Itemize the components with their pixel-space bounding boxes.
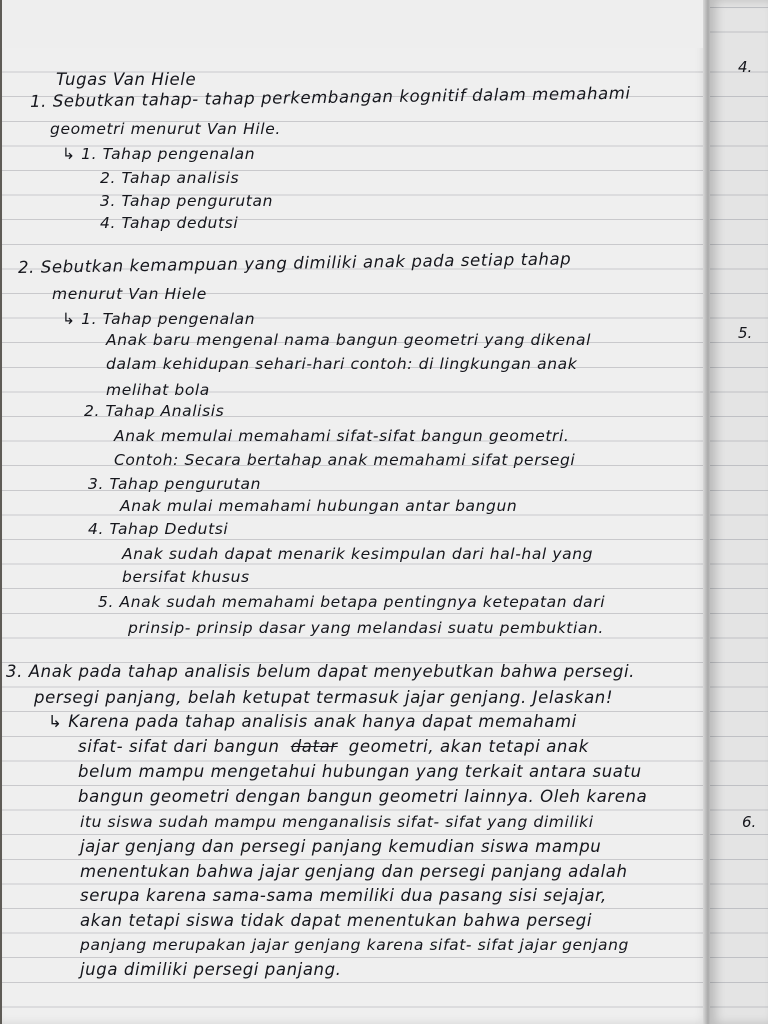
q3-answer-line-5: itu siswa sudah mampu menganalisis sifat- sifat yang dimiliki <box>80 813 594 831</box>
q1-line-1: 1. Sebutkan tahap- tahap perkembangan kognitif dalam memahami <box>29 83 631 111</box>
q3-answer-line-3: belum mampu mengetahui hubungan yang terkait antara suatu <box>78 762 642 781</box>
q2-stage-4-line-1: Anak sudah dapat menarik kesimpulan dari hal-hal yang <box>122 545 594 563</box>
right-page-number-6: 6. <box>742 813 757 831</box>
q3-crossed-out-word: datar <box>290 737 338 756</box>
q3-answer-line-11: juga dimiliki persegi panjang. <box>80 960 342 979</box>
q3-answer-line-1: ↳ Karena pada tahap analisis anak hanya dapat memahami <box>48 712 577 731</box>
q1-answer-2: 2. Tahap analisis <box>100 169 240 187</box>
q1-answer-1: ↳ 1. Tahap pengenalan <box>62 145 256 163</box>
page-title: Tugas Van Hiele <box>56 70 197 89</box>
q2-stage-5-line-2: prinsip- prinsip dasar yang melandasi suatu pembuktian. <box>128 619 604 637</box>
q2-stage-1-heading: ↳ 1. Tahap pengenalan <box>62 310 256 328</box>
right-page-number-5: 5. <box>738 324 753 342</box>
q3-answer-line-9: akan tetapi siswa tidak dapat menentukan bahwa persegi <box>80 911 593 930</box>
q3-answer-line-10: panjang merupakan jajar genjang karena sifat- sifat jajar genjang <box>80 936 629 954</box>
q2-stage-4-heading: 4. Tahap Dedutsi <box>88 520 229 538</box>
q2-stage-1-line-2: dalam kehidupan sehari-hari contoh: di lingkungan anak <box>106 355 578 373</box>
q3-line-1: 3. Anak pada tahap analisis belum dapat menyebutkan bahwa persegi. <box>6 662 635 681</box>
q3-answer-line-2 <box>78 737 589 756</box>
q2-line-2: menurut Van Hiele <box>52 285 207 303</box>
right-page-number-4: 4. <box>738 58 753 76</box>
q2-stage-3-line-1: Anak mulai memahami hubungan antar bangun <box>120 497 518 515</box>
q3-answer-line-7: menentukan bahwa jajar genjang dan persegi panjang adalah <box>80 862 628 881</box>
q3-answer-line-6: jajar genjang dan persegi panjang kemudian siswa mampu <box>80 837 602 856</box>
q3-answer-line-2-end: geometri, akan tetapi anak <box>348 737 589 756</box>
q2-stage-2-line-2: Contoh: Secara bertahap anak memahami sifat persegi <box>114 451 576 469</box>
q3-answer-line-8: serupa karena sama-sama memiliki dua pasang sisi sejajar, <box>80 886 607 905</box>
q1-line-2: geometri menurut Van Hile. <box>50 120 281 138</box>
q2-stage-4-line-2: bersifat khusus <box>122 568 250 586</box>
q2-line-1: 2. Sebutkan kemampuan yang dimiliki anak pada setiap tahap <box>17 249 572 277</box>
q1-answer-4: 4. Tahap dedutsi <box>100 214 239 232</box>
q2-stage-5-line-1: 5. Anak sudah memahami betapa pentingnya ketepatan dari <box>98 593 606 611</box>
q3-answer-line-2-start: sifat- sifat dari bangun <box>78 737 280 756</box>
q2-stage-3-heading: 3. Tahap pengurutan <box>88 475 261 493</box>
q1-answer-3: 3. Tahap pengurutan <box>100 192 273 210</box>
q3-line-2: persegi panjang, belah ketupat termasuk jajar genjang. Jelaskan! <box>34 688 614 707</box>
q2-stage-2-line-1: Anak memulai memahami sifat-sifat bangun geometri. <box>114 427 570 445</box>
q2-stage-1-line-1: Anak baru mengenal nama bangun geometri yang dikenal <box>106 331 592 349</box>
q2-stage-2-heading: 2. Tahap Analisis <box>84 402 225 420</box>
notebook-right-page <box>710 0 768 1024</box>
q2-stage-1-line-3: melihat bola <box>106 381 210 399</box>
q3-answer-line-4: bangun geometri dengan bangun geometri lainnya. Oleh karena <box>78 787 648 806</box>
